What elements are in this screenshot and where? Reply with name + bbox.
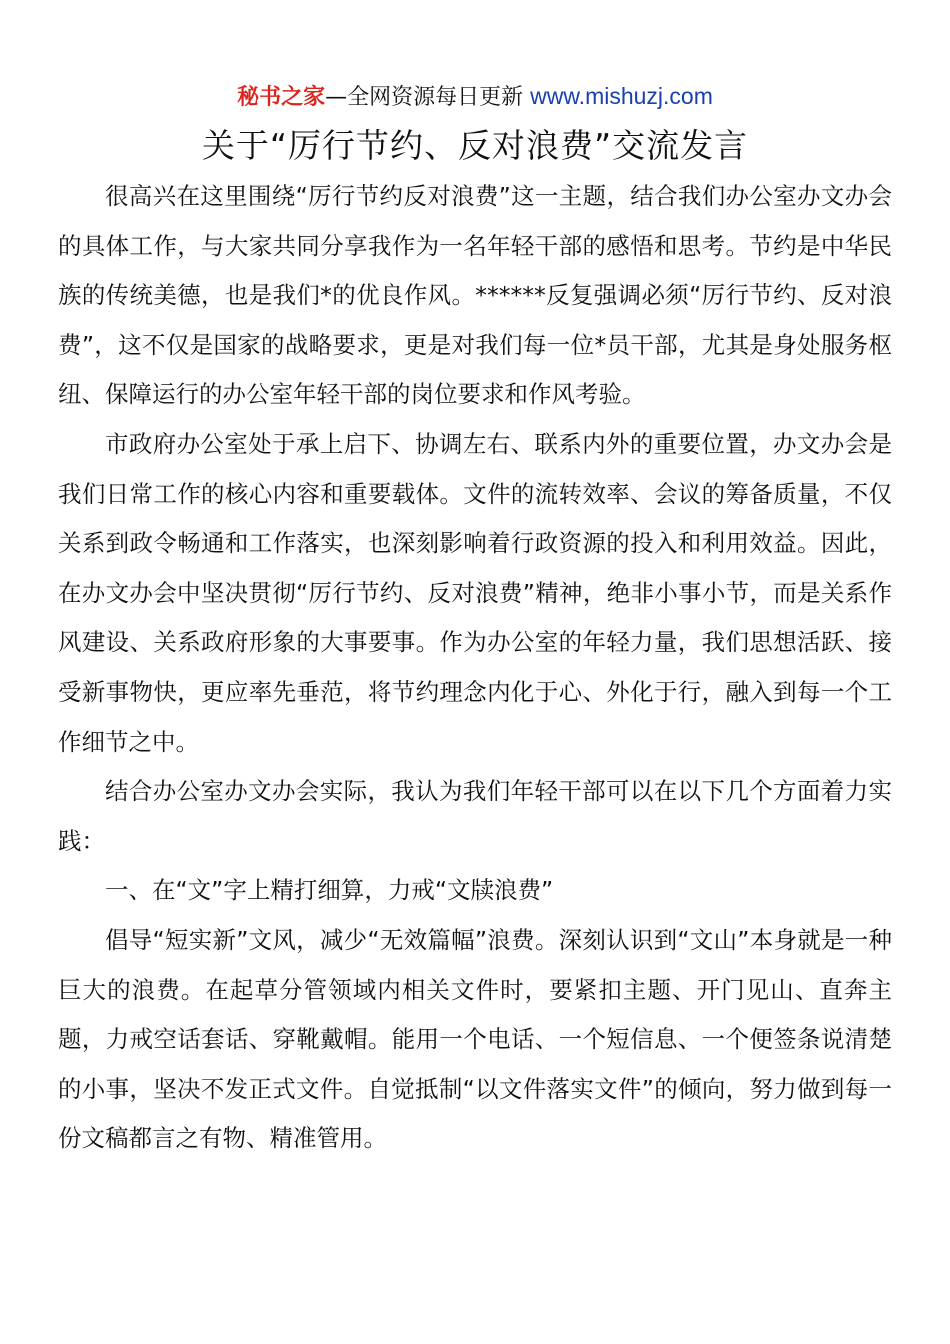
document-title: 关于“厉行节约、反对浪费”交流发言 <box>201 126 749 165</box>
section-heading-1: 一、在“文”字上精打细算，力戒“文牍浪费” <box>105 876 554 905</box>
paragraph-intro: 很高兴在这里围绕“厉行节约反对浪费”这一主题，结合我们办公室办文办会的具体工作，与大家共同分享我作为一名年轻干部的感悟和思考。节约是中华民族的传统美德，也是我们*的优良作风。******反复强调必须“厉行节约、反对浪费”，这不仅是国家的战略要求，更是对我们每一位*员干部，尤其是身处服务枢纽、保障运行的办公室年轻干部的岗位要求和作风考验。 <box>58 182 892 409</box>
banner-tagline: —全网资源每日更新 <box>325 85 524 110</box>
site-banner <box>0 80 950 114</box>
banner-brand: 秘书之家 <box>237 85 326 110</box>
banner-url[interactable]: www.mishuzj.com <box>530 83 713 109</box>
paragraph-office-role: 市政府办公室处于承上启下、协调左右、联系内外的重要位置，办文办会是我们日常工作的核心内容和重要载体。文件的流转效率、会议的筹备质量，不仅关系到政令畅通和工作落实，也深刻影响着行政资源的投入和利用效益。因此，在办文办会中坚决贯彻“厉行节约、反对浪费”精神，绝非小事小节，而是关系作风建设、关系政府形象的大事要事。作为办公室的年轻力量，我们思想活跃、接受新事物快，更应率先垂范，将节约理念内化于心、外化于行，融入到每一个工作细节之中。 <box>58 429 892 756</box>
paragraph-writing-style: 倡导“短实新”文风，减少“无效篇幅”浪费。深刻认识到“文山”本身就是一种巨大的浪费。在起草分管领域内相关文件时，要紧扣主题、开门见山、直奔主题，力戒空话套话、穿靴戴帽。能用一个电话、一个短信息、一个便签条说清楚的小事，坚决不发正式文件。自觉抵制“以文件落实文件”的倾向，努力做到每一份文稿都言之有物、精准管用。 <box>58 925 892 1153</box>
document-body <box>58 172 892 1164</box>
paragraph-practice-intro: 结合办公室办文办会实际，我认为我们年轻干部可以在以下几个方面着力实践： <box>58 777 892 855</box>
